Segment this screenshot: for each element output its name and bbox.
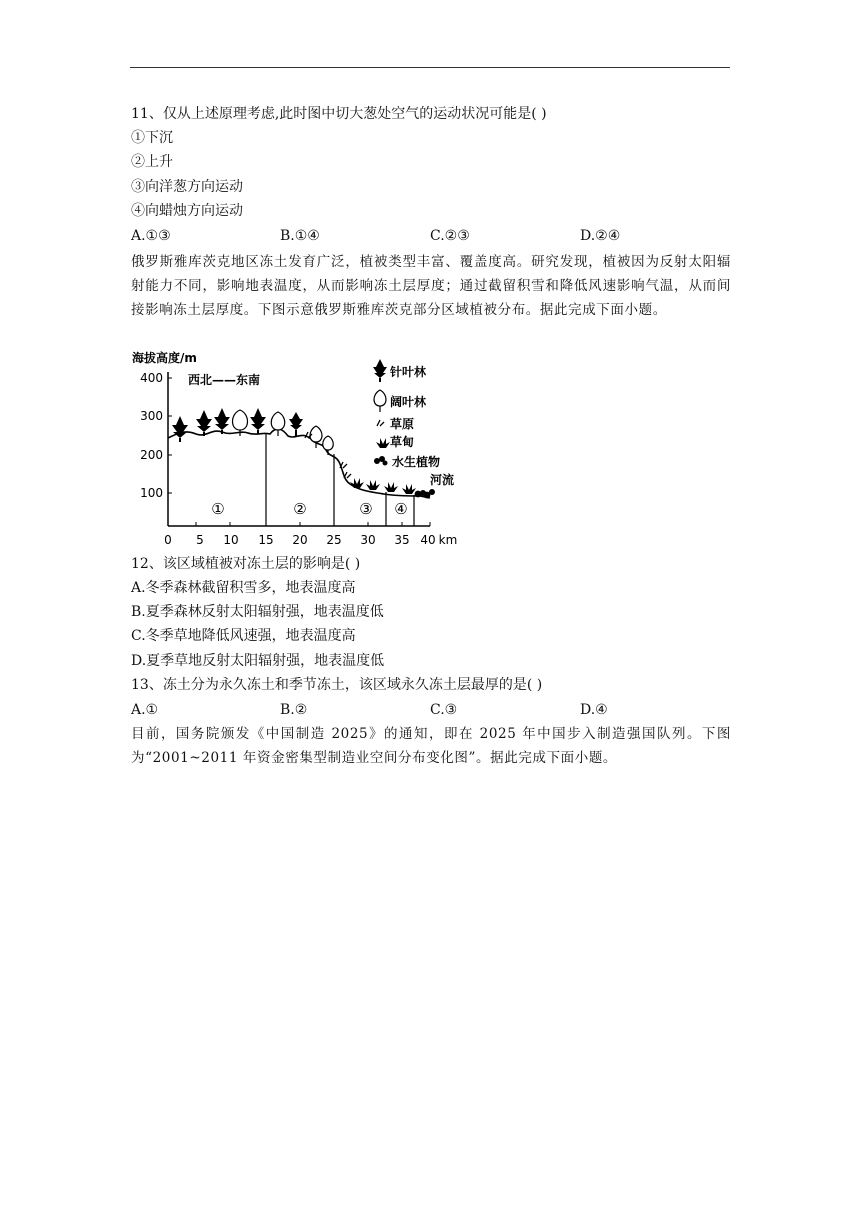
x-tick-label: 30	[360, 533, 376, 547]
passage-made-in-china: 目前，国务院颁发《中国制造 2025》的通知，即在 2025 年中国步入制造强国队列。下图为“2001~2011 年资金密集型制造业空间分布变化图”。据此完成下面小题。	[131, 726, 731, 766]
x-tick-label: 5	[196, 533, 204, 547]
q13-option-c: C.③	[430, 702, 458, 718]
legend-item: 草甸	[390, 435, 415, 449]
zone-label-3: ③	[359, 500, 373, 518]
aquatic-plants	[415, 489, 435, 498]
legend-item: 草原	[390, 417, 415, 431]
q11-option-a: A.①③	[131, 228, 171, 244]
direction-label: 西北——东南	[188, 373, 261, 387]
q11-item-3: ③向洋葱方向运动	[131, 179, 243, 195]
legend	[373, 359, 440, 469]
x-tick-label: 40	[420, 533, 436, 547]
q13-stem: 13、冻土分为永久冻土和季节冻土，该区域永久冻土层最厚的是( )	[131, 677, 543, 693]
legend-item: 阔叶林	[390, 395, 427, 409]
q11-item-1: ①下沉	[131, 130, 173, 146]
q12-option-c: C.冬季草地降低风速强，地表温度高	[131, 628, 356, 644]
q11-option-d: D.②④	[580, 228, 621, 244]
q11-item-2: ②上升	[131, 154, 173, 170]
river-label: 河流	[430, 473, 455, 487]
q11-option-c: C.②③	[430, 228, 470, 244]
header-rule	[130, 67, 730, 68]
x-tick-label: 35	[394, 533, 410, 547]
q12-option-a: A.冬季森林截留积雪多，地表温度高	[131, 580, 356, 596]
q11-stem: 11、仅从上述原理考虑,此时图中切大葱处空气的运动状况可能是( )	[131, 106, 547, 122]
x-tick-label: 0	[164, 533, 172, 547]
zone-label-2: ②	[293, 500, 307, 518]
x-tick-label: 25	[326, 533, 342, 547]
q11-item-4: ④向蜡烛方向运动	[131, 203, 243, 219]
y-tick-label: 200	[140, 448, 163, 462]
zone-label-1: ①	[211, 500, 225, 518]
aquatic-legend-icon	[374, 456, 388, 466]
y-axis-title: 海拔高度/m	[132, 351, 197, 365]
y-tick-label: 100	[140, 486, 163, 500]
zone-label-4: ④	[394, 500, 408, 518]
q11-option-b: B.①④	[280, 228, 320, 244]
meadow-marks	[350, 478, 416, 494]
legend-item: 针叶林	[390, 365, 427, 379]
q13-option-d: D.④	[580, 702, 608, 718]
meadow-legend-icon	[376, 438, 390, 448]
x-tick-label: 15	[258, 533, 274, 547]
x-unit-label: km	[438, 533, 458, 547]
q13-option-b: B.②	[280, 702, 308, 718]
y-tick-label: 400	[140, 371, 163, 385]
vegetation-profile-figure	[130, 346, 470, 550]
q12-stem: 12、该区域植被对冻土层的影响是( )	[131, 556, 361, 572]
grass-legend-icon	[377, 420, 384, 426]
q12-option-b: B.夏季森林反射太阳辐射强，地表温度低	[131, 604, 384, 620]
q12-option-d: D.夏季草地反射太阳辐射强，地表温度低	[131, 653, 385, 669]
legend-item: 水生植物	[392, 455, 441, 469]
conifer-legend-icon	[373, 359, 387, 382]
x-tick-label: 10	[223, 533, 239, 547]
x-tick-label: 20	[292, 533, 308, 547]
passage-yakutsk: 俄罗斯雅库茨克地区冻土发育广泛，植被类型丰富、覆盖度高。研究发现，植被因为反射太阳辐射能力不同，影响地表温度，从而影响冻土层厚度；通过截留积雪和降低风速影响气温，从而间接影响冻土层厚度。下图示意俄罗斯雅库茨克部分区域植被分布。据此完成下面小题。	[131, 254, 731, 318]
y-tick-label: 300	[140, 409, 163, 423]
q13-option-a: A.①	[131, 702, 159, 718]
broadleaf-legend-icon	[374, 390, 386, 412]
